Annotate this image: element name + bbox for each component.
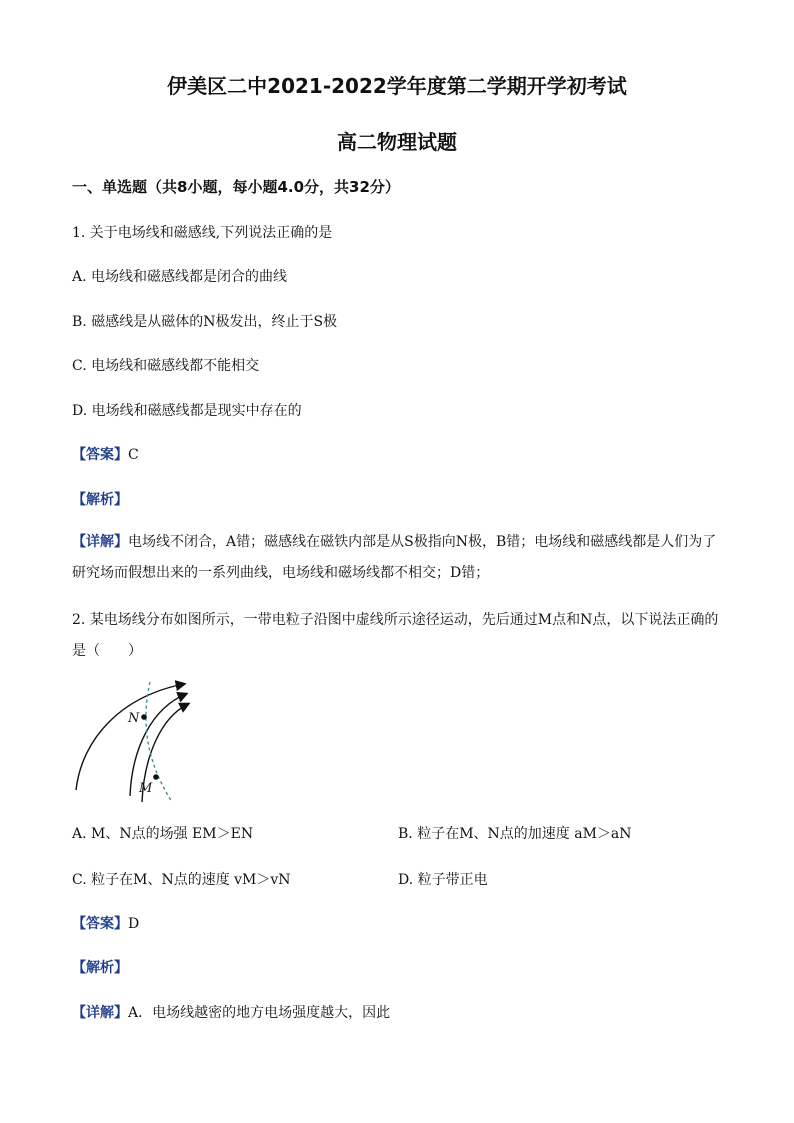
label-m: M [139, 781, 153, 796]
q1-stem: 1. 关于电场线和磁感线,下列说法正确的是 [72, 225, 333, 241]
q1-detail-text: 电场线不闭合，A错；磁感线在磁铁内部是从S极指向N极，B错；电场线和磁感线都是人们为了研究场而假想出来的一系列曲线，电场线和磁场线都不相交；D错； [72, 534, 717, 581]
q1-answer-row [72, 444, 139, 464]
page-title: 伊美区二中2021-2022学年度第二学期开学初考试 [167, 74, 627, 98]
q1-analysis-tag: 【解析】 [72, 492, 128, 508]
q1-detail-tag: 【详解】 [72, 534, 128, 550]
q1-option-b: B. 磁感线是从磁体的N极发出，终止于S极 [72, 314, 338, 330]
point-m [153, 774, 159, 780]
q2-analysis-row [72, 957, 128, 977]
q2-detail [72, 1002, 390, 1022]
q1-answer-tag: 【答案】 [72, 447, 128, 463]
q1-answer: C [128, 447, 139, 463]
field-line-1 [76, 684, 184, 790]
q1-option-d: D. 电场线和磁感线都是现实中存在的 [72, 403, 302, 419]
q1-option-c: C. 电场线和磁感线都不能相交 [72, 358, 260, 374]
q2-answer: D [128, 916, 140, 932]
q2-option-a: A. M、N点的场强 EM＞EN [72, 826, 254, 842]
q1-analysis-row [72, 489, 128, 509]
section-heading: 一、单选题（共8小题，每小题4.0分，共32分） [72, 178, 400, 196]
q2-answer-tag: 【答案】 [72, 916, 128, 932]
q2-option-d: D. 粒子带正电 [398, 872, 488, 888]
q2-answer-row [72, 913, 139, 933]
q2-analysis-tag: 【解析】 [72, 960, 128, 976]
q2-detail-tag: 【详解】 [72, 1005, 128, 1021]
q2-option-b: B. 粒子在M、N点的加速度 aM＞aN [398, 826, 632, 842]
label-n: N [128, 711, 140, 726]
q1-option-a: A. 电场线和磁感线都是闭合的曲线 [72, 269, 288, 285]
point-n [141, 714, 147, 720]
q2-option-c: C. 粒子在M、N点的速度 vM＞vN [72, 872, 291, 888]
q1-detail [72, 527, 722, 589]
page-subtitle: 高二物理试题 [337, 130, 457, 154]
q2-stem-line2: 是（ ） [72, 643, 142, 659]
q2-stem-line1: 2. 某电场线分布如图所示，一带电粒子沿图中虚线所示途径运动，先后通过M点和N点，以下说法正确的 [72, 612, 719, 628]
electric-field-figure [72, 678, 212, 806]
q2-detail-text: A．电场线越密的地方电场强度越大，因此 [128, 1005, 391, 1021]
